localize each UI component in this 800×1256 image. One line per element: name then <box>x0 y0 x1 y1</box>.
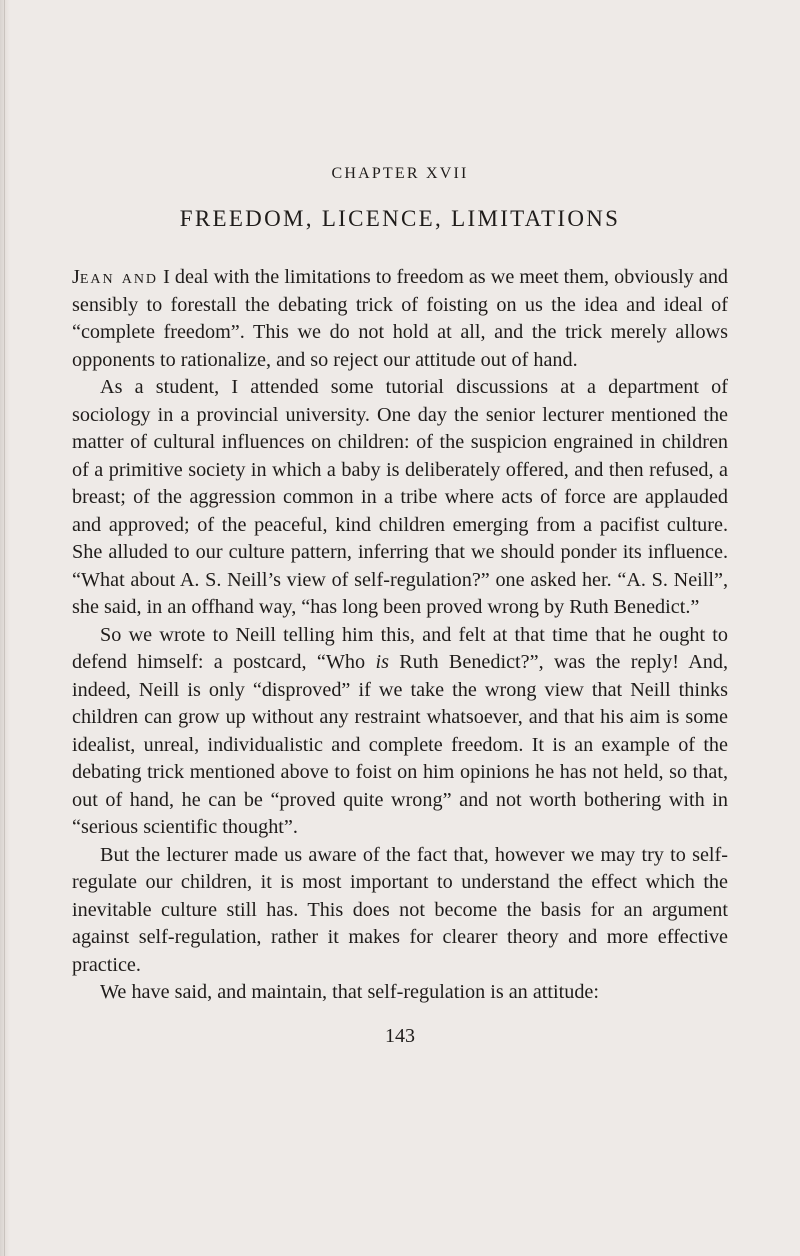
page-number: 143 <box>385 1025 415 1047</box>
page-edge <box>0 0 10 1256</box>
chapter-label: CHAPTER XVII <box>331 165 469 182</box>
opening-smallcaps: ean and <box>79 266 159 288</box>
paragraph-opening <box>72 264 728 374</box>
paragraph-4: But the lecturer made us aware of the fact that, however we may try to self-regulate our children, it is most important to understand the effect which the inevitable culture still has. This does not become the basis for an argument against self-regulation, rather it makes for clearer theory and more effective practice. <box>72 843 728 976</box>
paragraph-3-italic: is <box>375 651 389 673</box>
paragraph-3-part-1: So we wrote to Neill telling him this, and felt at that time that he ought to defend himself: a postcard, “Who <box>72 623 728 673</box>
chapter-title: FREEDOM, LICENCE, LIMITATIONS <box>179 206 621 231</box>
paragraph-3 <box>72 622 728 842</box>
body-text <box>72 264 728 1007</box>
paragraph-3-part-2: Ruth Benedict?”, was the reply! And, indeed, Neill is only “disproved” if we take the wrong view that Neill thinks children can grow up without any restraint whatsoever, and that his aim is some idealist, unreal, individualistic and complete freedom. It is an example of the debating trick mentioned above to foist on him opinions he has not held, so that, out of hand, he can be “proved quite wrong” and not worth bothering with in “serious scientific thought”. <box>72 651 729 838</box>
drop-initial: J <box>72 266 80 288</box>
binding-line <box>4 0 5 1256</box>
paragraph-5: We have said, and maintain, that self-regulation is an attitude: <box>100 981 599 1003</box>
opening-text: I deal with the limitations to freedom as we meet them, obviously and sensibly to forestall the debating trick of foisting on us the idea and ideal of “complete freedom”. This we do not hold at all, and the trick merely allows opponents to rationalize, and so reject our attitude out of hand. <box>72 266 729 371</box>
paragraph-2: As a student, I attended some tutorial discussions at a department of sociology in a provincial university. One day the senior lecturer mentioned the matter of cultural influences on children: of the suspicion engrained in children of a primitive society in which a baby is deliberately offered, and then refused, a breast; of the aggression common in a tribe where acts of force are applauded and approved; of the peaceful, kind children emerging from a pacifist culture. She alluded to our culture pattern, inferring that we should ponder its influence. “What about A. S. Neill’s view of self-regulation?” one asked her. “A. S. Neill”, she said, in an offhand way, “has long been proved wrong by Ruth Benedict.” <box>72 376 728 618</box>
